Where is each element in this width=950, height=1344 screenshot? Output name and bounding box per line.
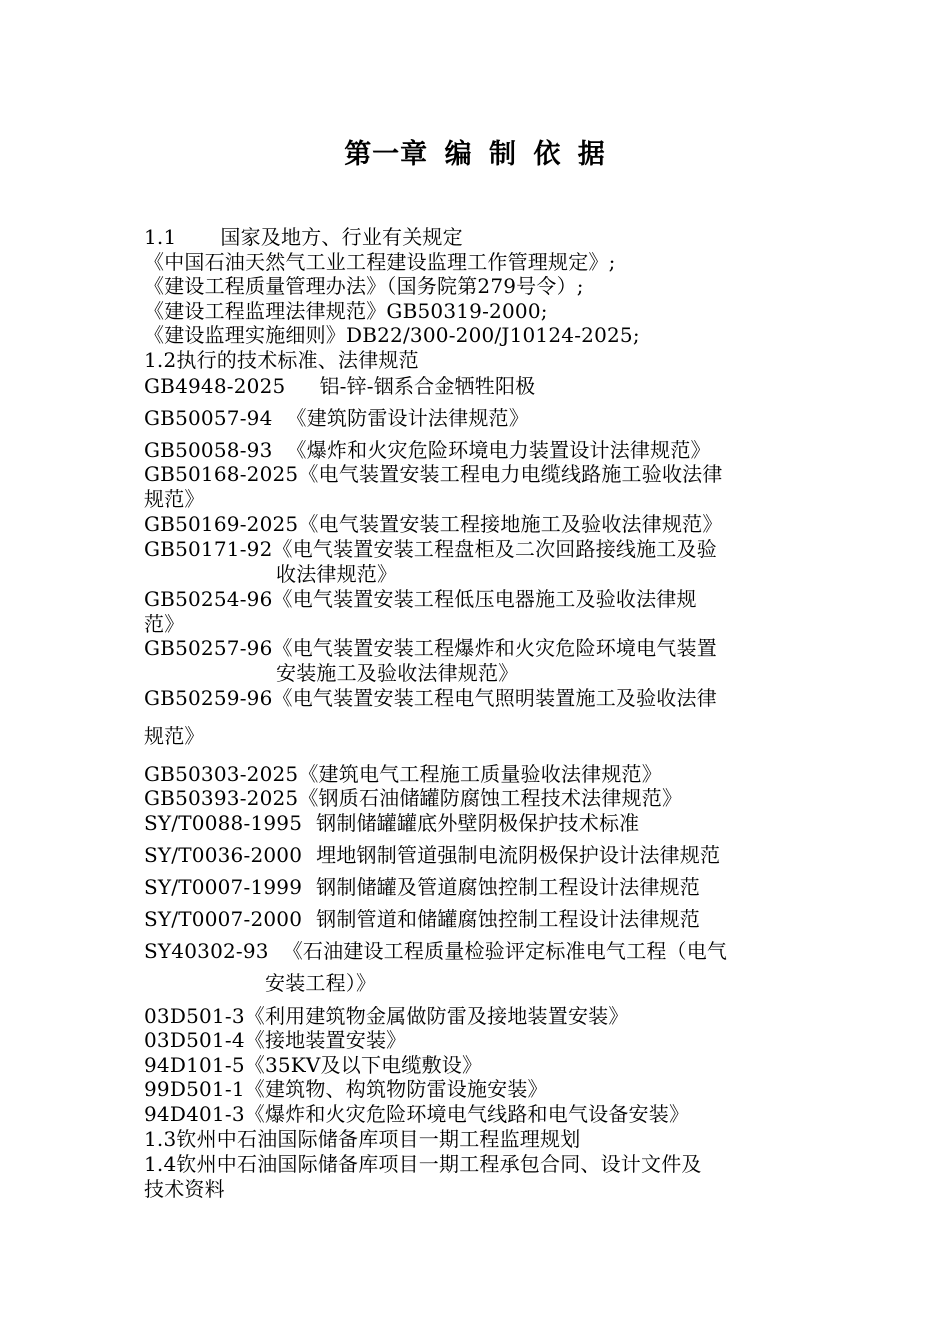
- standard-title: 《爆炸和火灾危险环境电力装置设计法律规范》: [286, 438, 711, 462]
- atlas-line: 94D101-5《35KV及以下电缆敷设》: [144, 1053, 483, 1077]
- standard-line: GB50257-96《电气装置安装工程爆炸和火灾危险环境电气装置: [144, 636, 717, 660]
- standard-title: 铝-锌-铟系合金牺牲阳极: [319, 374, 536, 398]
- standard-line: GB50171-92《电气装置安装工程盘柜及二次回路接线施工及验: [144, 537, 717, 561]
- section-1-1-heading: [144, 225, 463, 249]
- regulation-line: 《建设工程质量管理办法》（国务院第279号令）;: [144, 274, 584, 298]
- standard-line: [144, 875, 700, 899]
- standard-code: SY/T0036-2000: [144, 843, 303, 867]
- standard-code: SY/T0088-1995: [144, 811, 303, 835]
- standard-line: GB50168-2025《电气装置安装工程电力电缆线路施工验收法律: [144, 462, 723, 486]
- section-1-4: 1.4钦州中石油国际储备库项目一期工程承包合同、设计文件及: [144, 1152, 702, 1176]
- section-1-3: 1.3钦州中石油国际储备库项目一期工程监理规划: [144, 1127, 581, 1151]
- standard-line: [144, 406, 529, 430]
- standard-line-continuation: 规范》: [144, 487, 205, 511]
- standard-line: [144, 939, 727, 963]
- section-number: 1.1: [144, 225, 177, 249]
- section-1-4-continuation: 技术资料: [144, 1177, 225, 1201]
- section-1-2-heading: 1.2执行的技术标准、法律规范: [144, 348, 419, 372]
- standard-line: GB50259-96《电气装置安装工程电气照明装置施工及验收法律: [144, 686, 717, 710]
- standard-code: SY40302-93: [144, 939, 269, 963]
- standard-code: SY/T0007-1999: [144, 875, 303, 899]
- standard-line: [144, 438, 711, 462]
- standard-line: GB50169-2025《电气装置安装工程接地施工及验收法律规范》: [144, 512, 723, 536]
- atlas-line: 03D501-4《接地装置安装》: [144, 1028, 407, 1052]
- section-title: 国家及地方、行业有关规定: [220, 225, 463, 249]
- standard-line-continuation: 范》: [144, 612, 185, 636]
- standard-line: GB50303-2025《建筑电气工程施工质量验收法律规范》: [144, 762, 662, 786]
- standard-title: 埋地钢制管道强制电流阴极保护设计法律规范: [316, 843, 721, 867]
- atlas-line: 03D501-3《利用建筑物金属做防雷及接地装置安装》: [144, 1004, 629, 1028]
- chapter-title: 第一章 编 制 依 据: [344, 139, 606, 170]
- standard-line: GB50254-96《电气装置安装工程低压电器施工及验收法律规: [144, 587, 697, 611]
- regulation-line: 《建设监理实施细则》DB22/300-200/J10124-2025;: [144, 323, 640, 347]
- standard-code: GB4948-2025: [144, 374, 286, 398]
- standard-line-continuation: 收法律规范》: [276, 562, 398, 586]
- standard-title: 《建筑防雷设计法律规范》: [286, 406, 529, 430]
- standard-line-continuation: 安装工程）》: [265, 971, 377, 995]
- atlas-line: 94D401-3《爆炸和火灾危险环境电气线路和电气设备安装》: [144, 1102, 690, 1126]
- standard-code: SY/T0007-2000: [144, 907, 303, 931]
- standard-line: [144, 811, 639, 835]
- standard-code: GB50057-94: [144, 406, 273, 430]
- standard-line: [144, 907, 700, 931]
- standard-line: GB50393-2025《钢质石油储罐防腐蚀工程技术法律规范》: [144, 786, 683, 810]
- atlas-line: 99D501-1《建筑物、构筑物防雷设施安装》: [144, 1077, 548, 1101]
- standard-title: 钢制储罐及管道腐蚀控制工程设计法律规范: [316, 875, 700, 899]
- standard-title: 钢制储罐罐底外壁阴极保护技术标准: [316, 811, 640, 835]
- standard-line-continuation: 安装施工及验收法律规范》: [276, 661, 519, 685]
- standard-line-continuation: 规范》: [144, 724, 205, 748]
- regulation-line: 《中国石油天然气工业工程建设监理工作管理规定》;: [144, 250, 616, 274]
- standard-code: GB50058-93: [144, 438, 273, 462]
- regulation-line: 《建设工程监理法律规范》GB50319-2000;: [144, 299, 548, 323]
- standard-line: [144, 374, 535, 398]
- standard-title: 钢制管道和储罐腐蚀控制工程设计法律规范: [316, 907, 700, 931]
- standard-line: [144, 843, 720, 867]
- standard-title: 《石油建设工程质量检验评定标准电气工程（电气: [282, 939, 728, 963]
